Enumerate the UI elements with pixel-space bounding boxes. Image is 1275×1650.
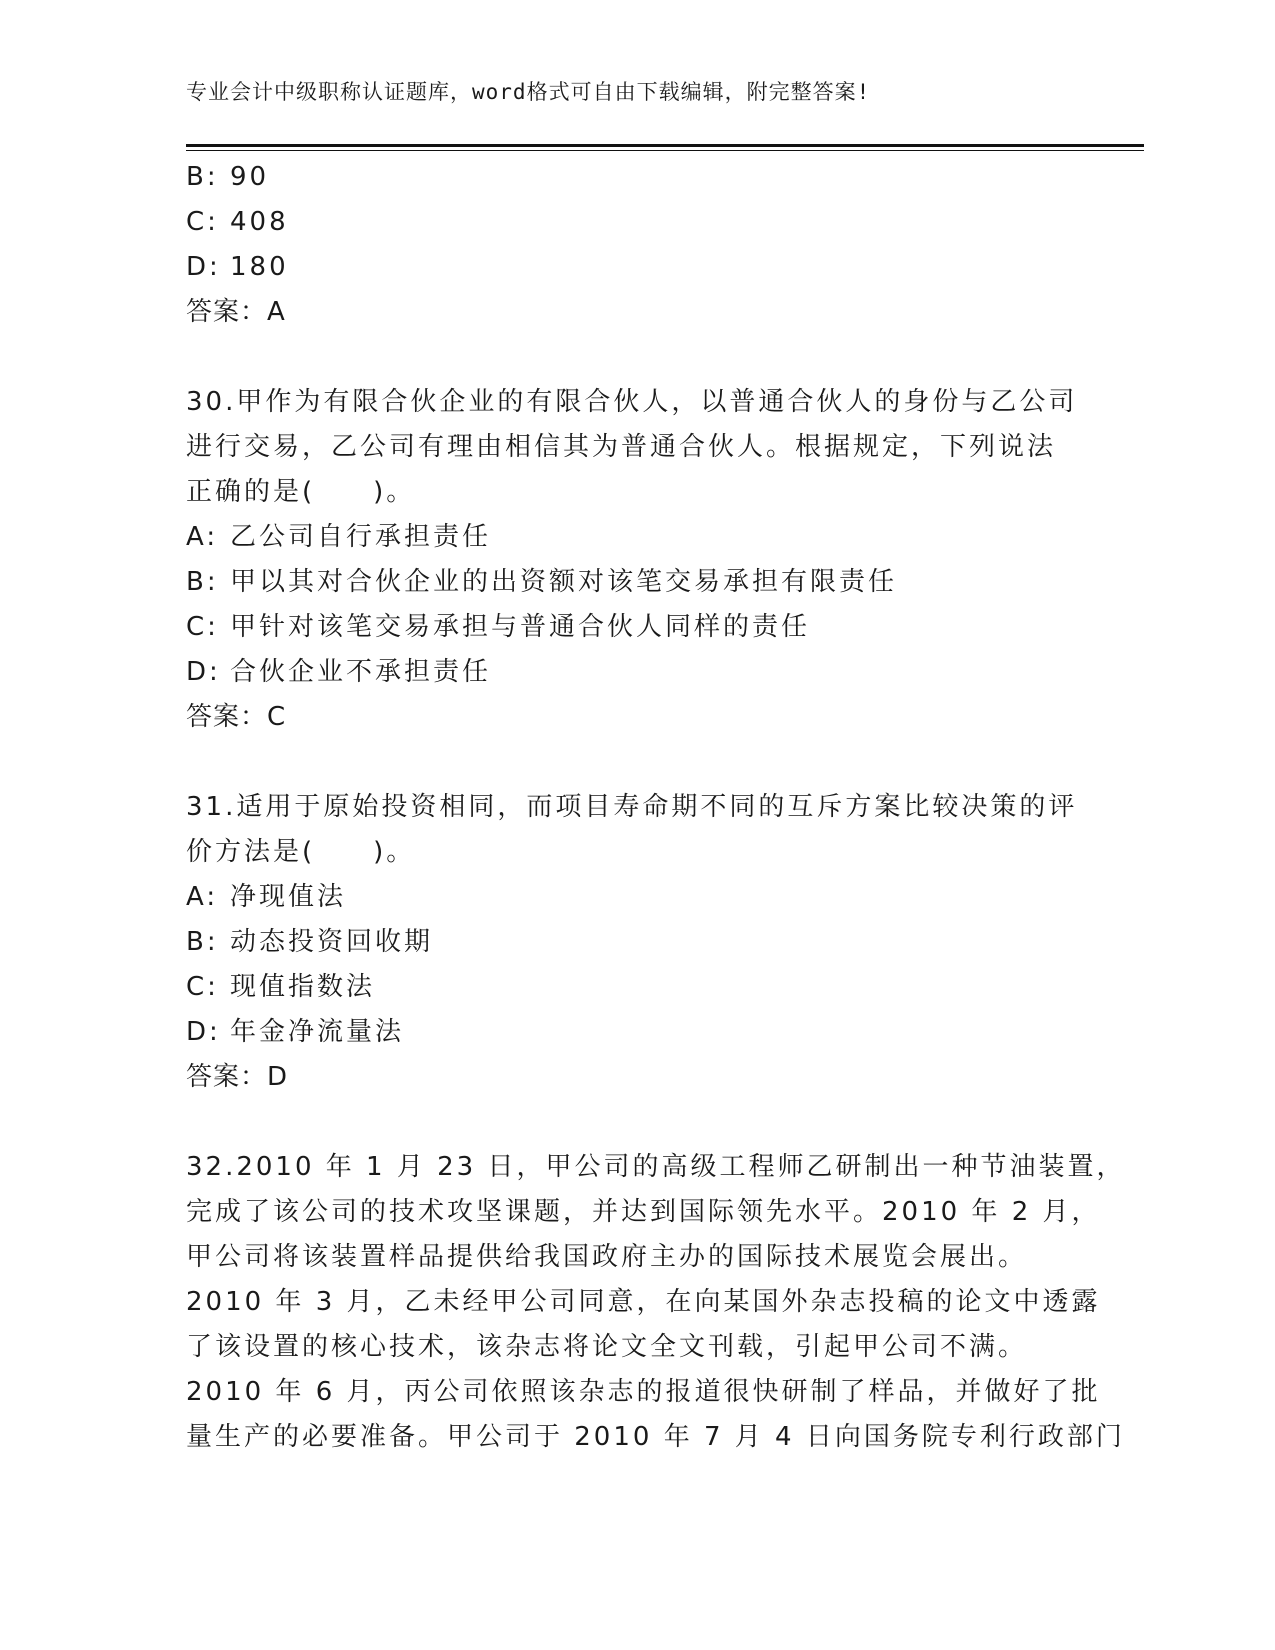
option-d [186, 1010, 1066, 1055]
spacer [186, 335, 1066, 380]
option-b [186, 155, 1066, 200]
question-32 [186, 1145, 1126, 1460]
option-letter: B: [186, 567, 219, 597]
option-letter: C: [186, 972, 219, 1002]
question-text-line: 甲公司将该装置样品提供给我国政府主办的国际技术展览会展出。 [186, 1242, 1028, 1272]
option-text: 现值指数法 [230, 972, 376, 1002]
option-text: 净现值法 [230, 882, 347, 912]
option-text: 合伙企业不承担责任 [230, 657, 492, 687]
prev-question [186, 155, 1066, 335]
option-d [186, 245, 1066, 290]
option-letter: B: [186, 162, 219, 192]
question-text-line: 30.甲作为有限合伙企业的有限合伙人，以普通合伙人的身份与乙公司 [186, 387, 1078, 417]
option-text: 甲针对该笔交易承担与普通合伙人同样的责任 [230, 612, 811, 642]
option-letter: D: [186, 252, 221, 282]
question-text-line: 了该设置的核心技术，该杂志将论文全文刊载，引起甲公司不满。 [186, 1332, 1028, 1362]
option-text: 乙公司自行承担责任 [230, 522, 492, 552]
spacer [186, 740, 1066, 785]
spacer [186, 1100, 1066, 1145]
option-text: 408 [230, 207, 289, 237]
question-text-line: 2010 年 6 月，丙公司依照该杂志的报道很快研制了样品，并做好了批 [186, 1377, 1101, 1407]
option-letter: D: [186, 657, 221, 687]
option-c [186, 965, 1066, 1010]
option-letter: B: [186, 927, 219, 957]
option-text: 年金净流量法 [230, 1017, 405, 1047]
option-letter: C: [186, 612, 219, 642]
question-text-line: 进行交易，乙公司有理由相信其为普通合伙人。根据规定，下列说法 [186, 432, 1057, 462]
option-letter: D: [186, 1017, 221, 1047]
question-30 [186, 380, 1078, 740]
question-text-line: 正确的是( )。 [186, 477, 416, 507]
option-text: 动态投资回收期 [230, 927, 434, 957]
option-c [186, 200, 1066, 245]
option-b [186, 920, 1066, 965]
page-header: 专业会计中级职称认证题库，word格式可自由下载编辑，附完整答案! [186, 80, 871, 104]
header-rule [186, 144, 1144, 147]
question-text-line: 量生产的必要准备。甲公司于 2010 年 7 月 4 日向国务院专利行政部门 [186, 1422, 1125, 1452]
question-text-line: 2010 年 3 月，乙未经甲公司同意，在向某国外杂志投稿的论文中透露 [186, 1287, 1101, 1317]
answer: 答案：A [186, 297, 286, 327]
answer: 答案：C [186, 702, 287, 732]
question-31 [186, 785, 1078, 1100]
option-d [186, 650, 1066, 695]
question-text-line: 价方法是( )。 [186, 837, 416, 867]
question-text-line: 32.2010 年 1 月 23 日，甲公司的高级工程师乙研制出一种节油装置， [186, 1152, 1126, 1182]
header-rule-thin [186, 150, 1144, 151]
answer: 答案：D [186, 1062, 289, 1092]
option-a [186, 875, 1066, 920]
option-text: 90 [230, 162, 270, 192]
option-c [186, 605, 1066, 650]
question-text-line: 31.适用于原始投资相同，而项目寿命期不同的互斥方案比较决策的评 [186, 792, 1078, 822]
option-text: 甲以其对合伙企业的出资额对该笔交易承担有限责任 [230, 567, 898, 597]
option-letter: A: [186, 522, 219, 552]
option-a [186, 515, 1066, 560]
option-letter: A: [186, 882, 219, 912]
option-text: 180 [230, 252, 289, 282]
question-content [186, 155, 1126, 1460]
question-text-line: 完成了该公司的技术攻坚课题，并达到国际领先水平。2010 年 2 月， [186, 1197, 1101, 1227]
option-letter: C: [186, 207, 219, 237]
option-b [186, 560, 1066, 605]
